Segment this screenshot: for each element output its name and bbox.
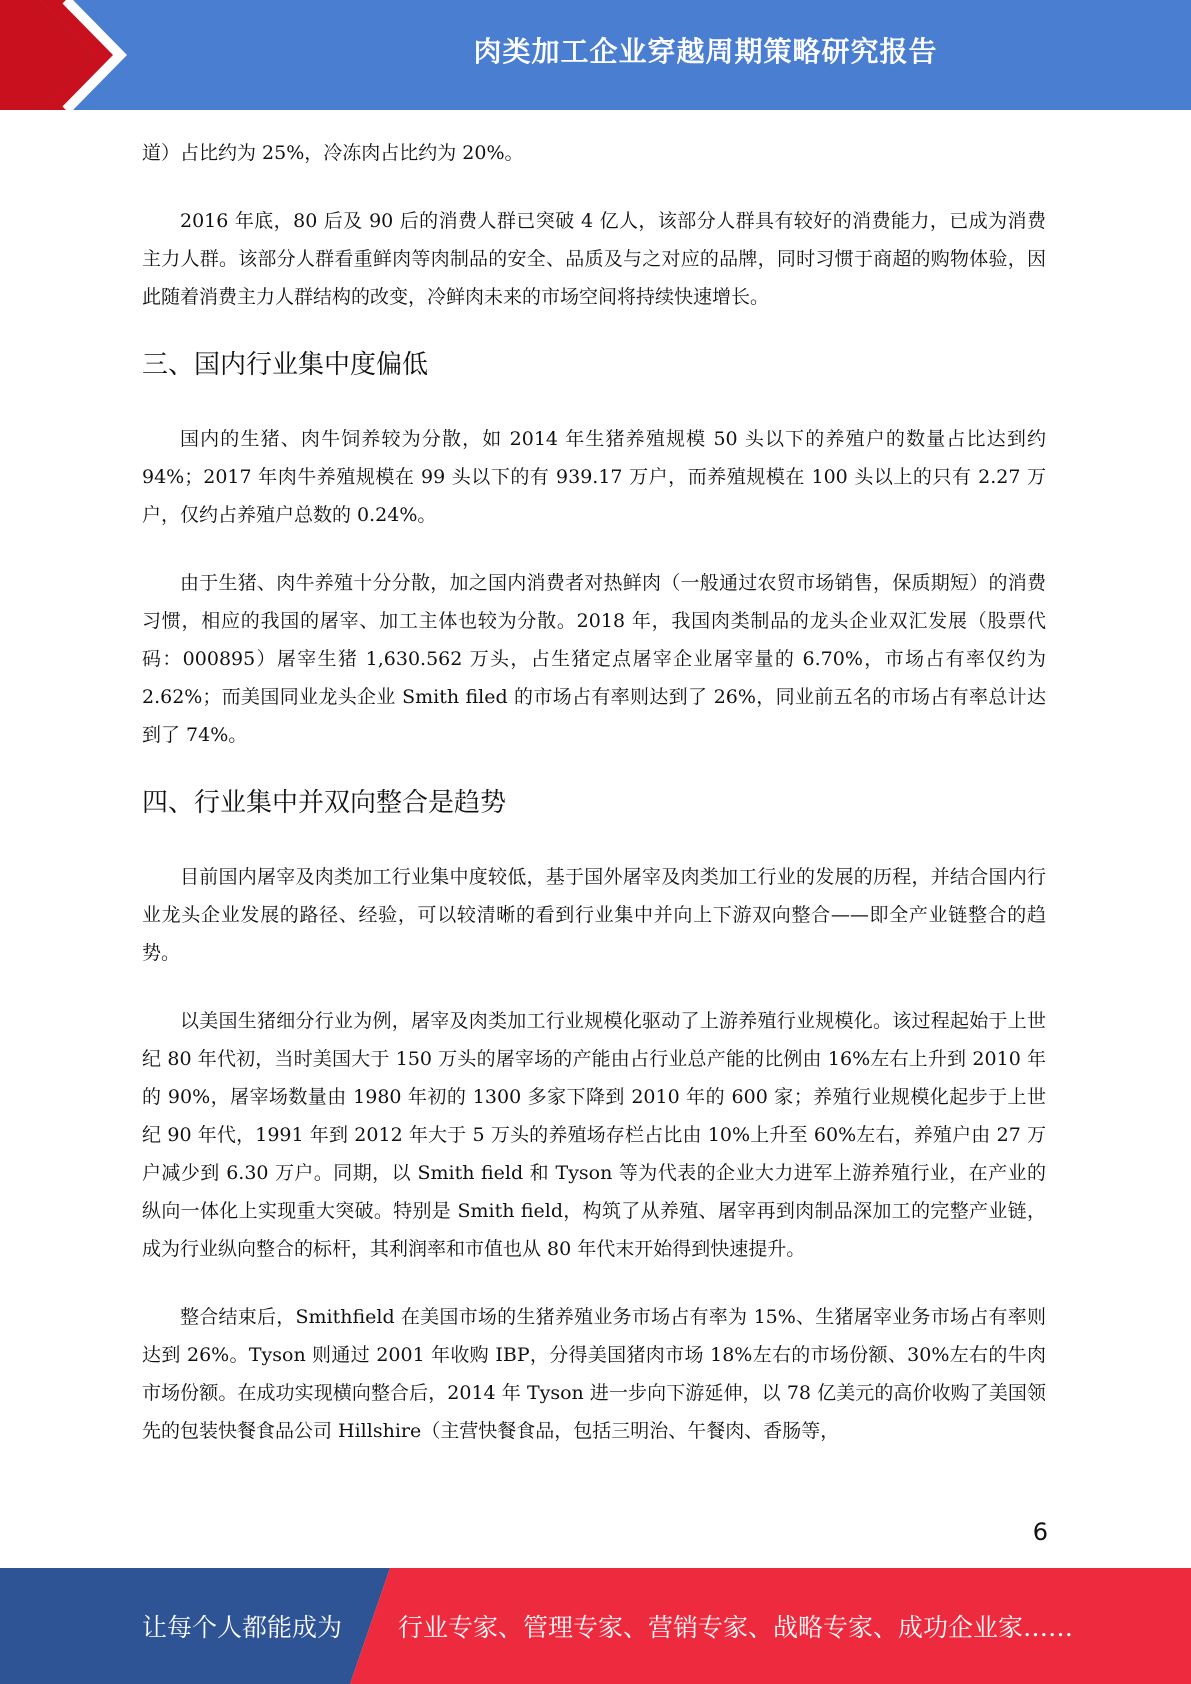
paragraph-section4-2: 以美国生猪细分行业为例，屠宰及肉类加工行业规模化驱动了上游养殖行业规模化。该过程起始于上世纪 80 年代初，当时美国大于 150 万头的屠宰场的产能由占行业总产能的比例由 16%左右上升到 2010 年的 90%，屠宰场数量由 1980 年初的 1300 多家下降到 2010 年的 600 家；养殖行业规模化起步于上世纪 90 年代，1991 年到 2012 年大于 5 万头的养殖场存栏占比由 10%上升至 60%左右，养殖户由 27 万户减少到 6.30 万户。同期，以 Smith field 和 Tyson 等为代表的企业大力进军上游养殖行业，在产业的纵向一体化上实现重大突破。特别是 Smith field，构筑了从养殖、屠宰再到肉制品深加工的完整产业链，成为行业纵向整合的标杆，其利润率和市值也从 80 年代末开始得到快速提升。 xyxy=(142,1010,1046,1260)
footer-slogan-left: 让每个人都能成为 xyxy=(142,1613,343,1642)
page-number: 6 xyxy=(1032,1518,1048,1546)
paragraph-section3-2: 由于生猪、肉牛养殖十分分散，加之国内消费者对热鲜肉（一般通过农贸市场销售，保质期短）的消费习惯，相应的我国的屠宰、加工主体也较为分散。2018 年，我国肉类制品的龙头企业双汇发展（股票代码：000895）屠宰生猪 1,630.562 万头，占生猪定点屠宰企业屠宰量的 6.70%，市场占有率仅约为 2.62%；而美国同业龙头企业 Smith filed 的市场占有率则达到了 26%，同业前五名的市场占有率总计达到了 74%。 xyxy=(142,572,1046,746)
page-footer xyxy=(0,1568,1191,1684)
section-heading-3: 三、国内行业集中度偏低 xyxy=(142,350,429,380)
header-arrow-decoration xyxy=(0,0,160,110)
paragraph-intro-continued: 道）占比约为 25%，冷冻肉占比约为 20%。 xyxy=(142,142,524,164)
page-header xyxy=(0,0,1191,110)
footer-slogan-right: 行业专家、管理专家、营销专家、战略专家、成功企业家…… xyxy=(398,1613,1074,1642)
page-content xyxy=(142,134,1046,1480)
paragraph-section4-1: 目前国内屠宰及肉类加工行业集中度较低，基于国外屠宰及肉类加工行业的发展的历程，并结合国内行业龙头企业发展的路径、经验，可以较清晰的看到行业集中并向上下游双向整合——即全产业链整合的趋势。 xyxy=(142,866,1046,964)
paragraph-consumer-group: 2016 年底，80 后及 90 后的消费人群已突破 4 亿人，该部分人群具有较好的消费能力，已成为消费主力人群。该部分人群看重鲜肉等肉制品的安全、品质及与之对应的品牌，同时习惯于商超的购物体验，因此随着消费主力人群结构的改变，冷鲜肉未来的市场空间将持续快速增长。 xyxy=(142,210,1046,308)
section-heading-4: 四、行业集中并双向整合是趋势 xyxy=(142,788,507,818)
report-title: 肉类加工企业穿越周期策略研究报告 xyxy=(473,35,938,68)
paragraph-section3-1: 国内的生猪、肉牛饲养较为分散，如 2014 年生猪养殖规模 50 头以下的养殖户的数量占比达到约 94%；2017 年肉牛养殖规模在 99 头以下的有 939.17 万户，而养殖规模在 100 头以上的只有 2.27 万户，仅约占养殖户总数的 0.24%。 xyxy=(142,428,1046,526)
paragraph-section4-3: 整合结束后，Smithfield 在美国市场的生猪养殖业务市场占有率为 15%、生猪屠宰业务市场占有率则达到 26%。Tyson 则通过 2001 年收购 IBP，分得美国猪肉市场 18%左右的市场份额、30%左右的牛肉市场份额。在成功实现横向整合后，2014 年 Tyson 进一步向下游延伸，以 78 亿美元的高价收购了美国领先的包装快餐食品公司 Hillshire（主营快餐食品，包括三明治、午餐肉、香肠等， xyxy=(142,1306,1046,1442)
